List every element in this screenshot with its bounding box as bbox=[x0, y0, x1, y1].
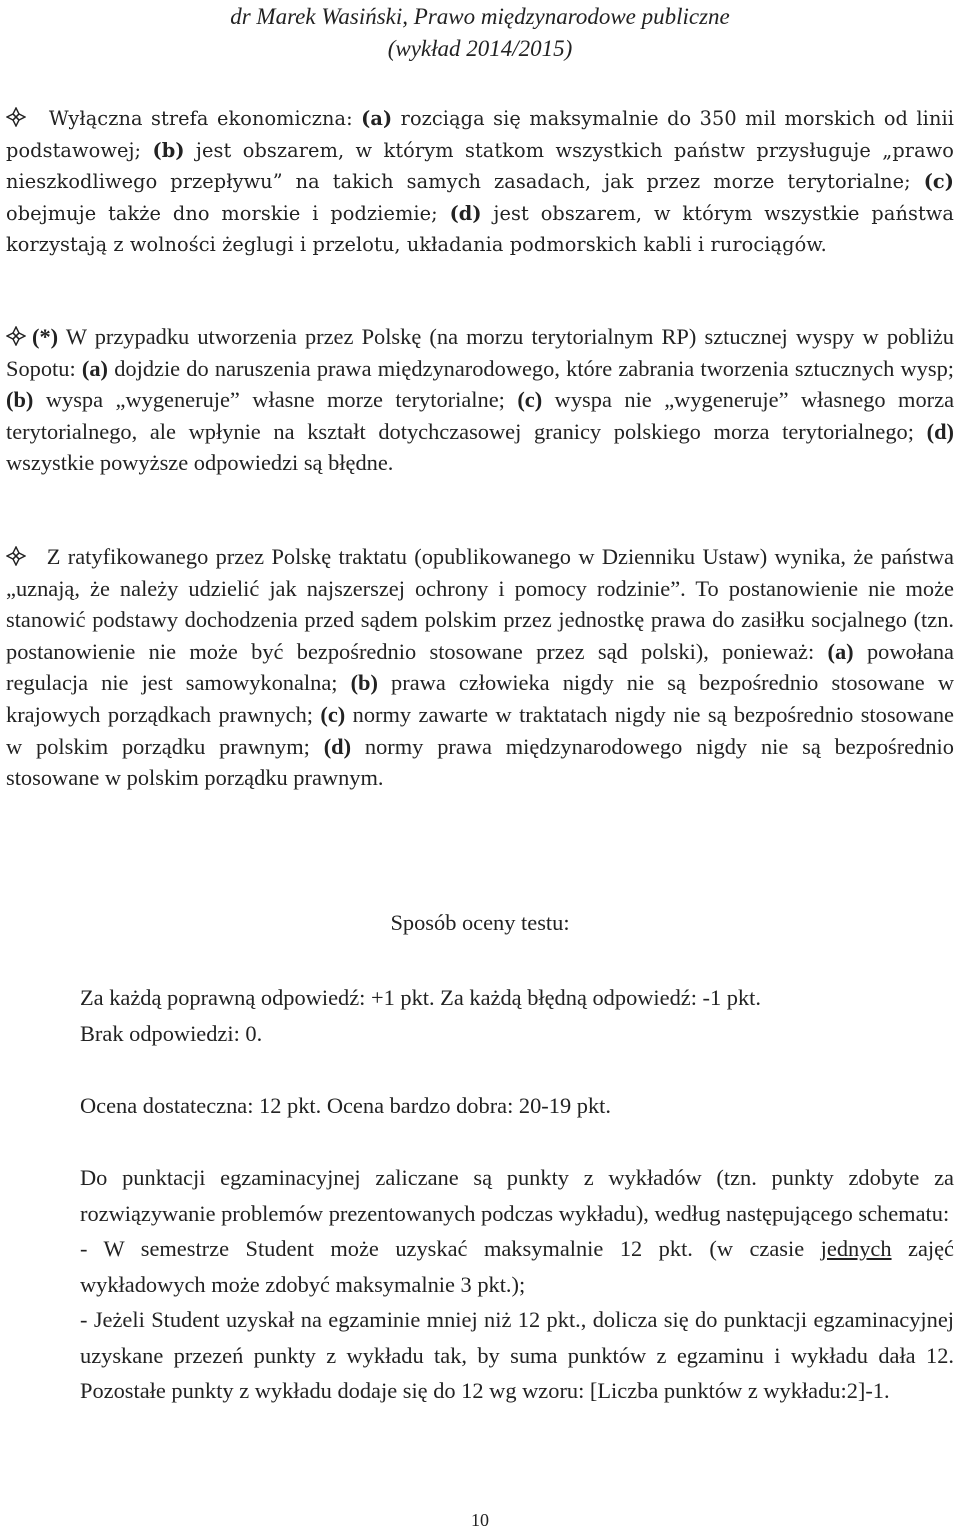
answer-option-letter: (d) bbox=[323, 733, 352, 759]
question-2 bbox=[6, 321, 954, 479]
answer-option-letter: (c) bbox=[517, 387, 543, 413]
question-text: prawa człowieka nigdy nie są bezpośrednio stosowane w krajowych porządkach prawnych; bbox=[6, 670, 954, 727]
answer-option-letter: (a) bbox=[81, 355, 108, 381]
diamond-bullet-icon bbox=[6, 546, 26, 566]
page-number: 10 bbox=[471, 1510, 489, 1530]
lecture-rule-1-underlined: jednych bbox=[820, 1236, 892, 1261]
document-header-title: dr Marek Wasiński, Prawo międzynarodowe publiczne bbox=[230, 4, 730, 29]
question-text: wyspa „wygeneruje” własne morze terytorialne; bbox=[33, 387, 518, 413]
question-text: rozciąga się maksymalnie do 350 mil morskich od linii podstawowej; bbox=[6, 107, 955, 162]
question-text: dojdzie do naruszenia prawa międzynarodowego, które zabrania tworzenia sztucznych wysp; bbox=[108, 355, 954, 381]
answer-option-letter: (c) bbox=[923, 170, 954, 193]
question-text: Z ratyfikowanego przez Polskę traktatu (opublikowanego w Dzienniku Ustaw) wynika, że państwa „uznają, że należy udzielić jak najszerszej ochrony i pomocy rodzinie”. To postanowienie nie może stanowić podstawy dochodzenia przed sądem polskim przez jednostkę prawa do zasiłku socjalnego (tzn. postanowienie nie może być bezpośrednio stosowane przez sąd polski), ponieważ: bbox=[6, 544, 954, 664]
lecture-rule-2: - Jeżeli Student uzyskał na egzaminie mniej niż 12 pkt., dolicza się do punktacji egzaminacyjnej uzyskane przezeń punkty z wykładu tak, by suma punktów z egzaminu i wykładu dała 12. Pozostałe punkty z wykładu dodaje się do 12 wg wzoru: [Liczba punktów z wykładu:2]-1. bbox=[80, 1307, 954, 1403]
diamond-bullet-icon bbox=[6, 107, 26, 127]
document-header-subtitle: (wykład 2014/2015) bbox=[387, 36, 573, 61]
scoring-lecture-points bbox=[80, 1160, 954, 1409]
answer-option-letter: (b) bbox=[152, 138, 185, 162]
lecture-rule-1-end: zajęć wykładowych może zdobyć maksymalnie 3 pkt.); bbox=[80, 1236, 954, 1297]
question-text: W przypadku utworzenia przez Polskę (na morzu terytorialnym RP) sztucznej wyspy w pobliżu Sopotu: bbox=[6, 324, 954, 381]
question-marker: (*) bbox=[32, 324, 59, 349]
question-text: Wyłączna strefa ekonomiczna: bbox=[48, 107, 362, 130]
question-text: wyspa nie „wygeneruje” własnego morza terytorialnego, ale wpłynie na kształt dotychczasowej granicy polskiego morza terytorialnego; bbox=[6, 387, 955, 444]
question-1 bbox=[6, 103, 954, 261]
question-text: powołana regulacja nie jest samowykonalna; bbox=[6, 638, 954, 696]
question-text: jest obszarem, w którym statkom wszystkich państw przysługuje „prawo nieszkodliwego przepływu” na takich samych zasadach, jak przez morze terytorialne; bbox=[6, 138, 954, 193]
lecture-points-intro: Do punktacji egzaminacyjnej zaliczane są punkty z wykładów (tzn. punkty zdobyte za rozwiązywanie problemów prezentowanych podczas wykładu), według następującego schematu: bbox=[80, 1165, 954, 1226]
question-text: jest obszarem, w którym wszystkie państwa korzystają z wolności żeglugi i przelotu, układania podmorskich kabli i rurociągów. bbox=[6, 201, 954, 256]
answer-option-letter: (a) bbox=[361, 107, 393, 130]
scoring-title: Sposób oceny testu: bbox=[390, 910, 570, 935]
answer-option-letter: (a) bbox=[827, 638, 854, 664]
scoring-no-answer-line: Brak odpowiedzi: 0. bbox=[80, 1020, 263, 1046]
scoring-points-line: Za każdą poprawną odpowiedź: +1 pkt. Za każdą błędną odpowiedź: -1 pkt. bbox=[80, 985, 762, 1010]
question-text: normy zawarte w traktatach nigdy nie są bezpośrednio stosowane w polskim porządku prawnym; bbox=[6, 701, 954, 759]
question-text: wszystkie powyższe odpowiedzi są błędne. bbox=[6, 450, 394, 476]
scoring-points-rule bbox=[80, 980, 954, 1051]
answer-option-letter: (b) bbox=[350, 670, 378, 696]
diamond-bullet-icon bbox=[6, 326, 26, 346]
question-text: obejmuje także dno morskie i podziemie; bbox=[6, 201, 450, 225]
lecture-rule-1-start: - W semestrze Student może uzyskać maksymalnie 12 pkt. (w czasie bbox=[80, 1236, 821, 1261]
answer-option-letter: (d) bbox=[926, 418, 954, 444]
question-text: normy prawa międzynarodowego nigdy nie są bezpośrednio stosowane w polskim porządku prawnym. bbox=[6, 733, 954, 791]
answer-option-letter: (b) bbox=[6, 387, 34, 413]
scoring-grades: Ocena dostateczna: 12 pkt. Ocena bardzo dobra: 20-19 pkt. bbox=[80, 1093, 611, 1118]
question-3 bbox=[6, 541, 954, 794]
answer-option-letter: (c) bbox=[320, 701, 346, 727]
answer-option-letter: (d) bbox=[449, 201, 482, 225]
